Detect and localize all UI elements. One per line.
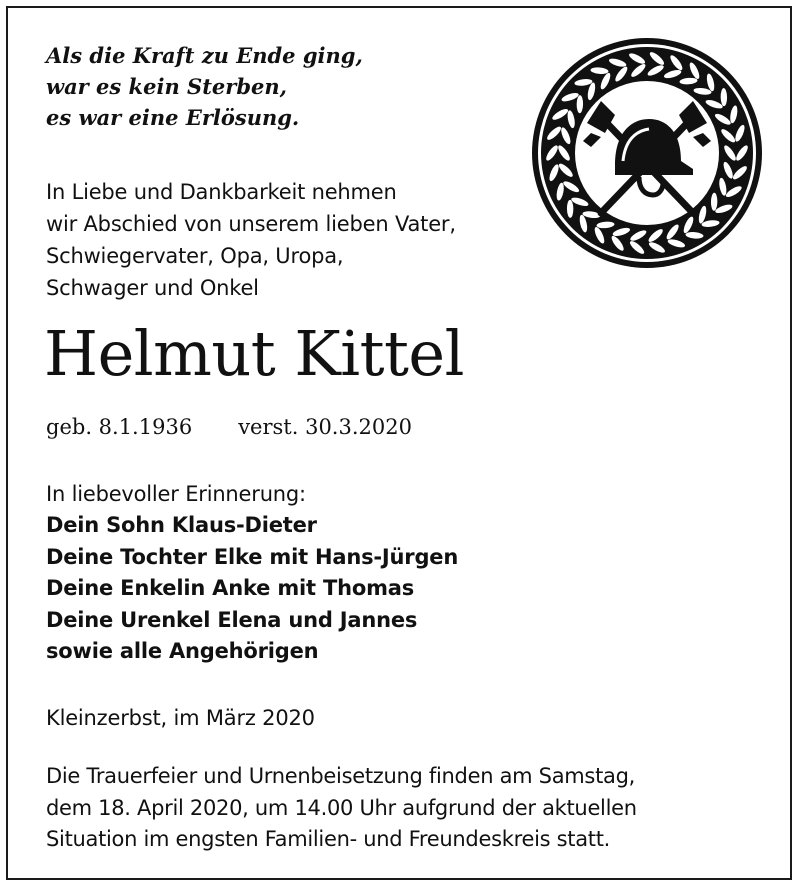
birth-date: geb. 8.1.1936 [46,415,193,439]
motto-line-3: es war eine Erlösung. [46,105,300,130]
mourners-list [46,510,458,668]
motto-line-2: war es kein Sterben, [46,74,287,99]
fire-brigade-emblem-icon [531,37,763,269]
motto-line-1: Als die Kraft zu Ende ging, [46,43,363,68]
death-date: verst. 30.3.2020 [238,415,412,439]
mourner-line: sowie alle Angehörigen [46,639,319,663]
mourner-line: Deine Urenkel Elena und Jannes [46,607,418,632]
motto-verse [46,40,363,133]
notice-line-2: dem 18. April 2020, um 14.00 Uhr aufgrund der aktuellen [46,795,637,820]
place-and-date: Kleinzerbst, im März 2020 [46,706,315,730]
intro-line-3: Schwiegervater, Opa, Uropa, [46,244,344,268]
memory-heading: In liebevoller Erinnerung: [46,482,306,506]
mourner-line: Deine Tochter Elke mit Hans-Jürgen [46,544,459,569]
funeral-notice [46,761,637,856]
mourner-line: Deine Enkelin Anke mit Thomas [46,576,415,600]
intro-line-4: Schwager und Onkel [46,276,259,300]
notice-line-3: Situation im engsten Familien- und Freundeskreis statt. [46,827,611,851]
intro-line-1: In Liebe und Dankbarkeit nehmen [46,180,397,204]
notice-line-1: Die Trauerfeier und Urnenbeisetzung finden am Samstag, [46,764,635,788]
intro-text [46,176,456,304]
intro-line-2: wir Abschied von unserem lieben Vater, [46,212,456,236]
life-dates [46,412,412,442]
deceased-name: Helmut Kittel [44,317,464,390]
mourner-line: Dein Sohn Klaus-Dieter [46,513,317,537]
